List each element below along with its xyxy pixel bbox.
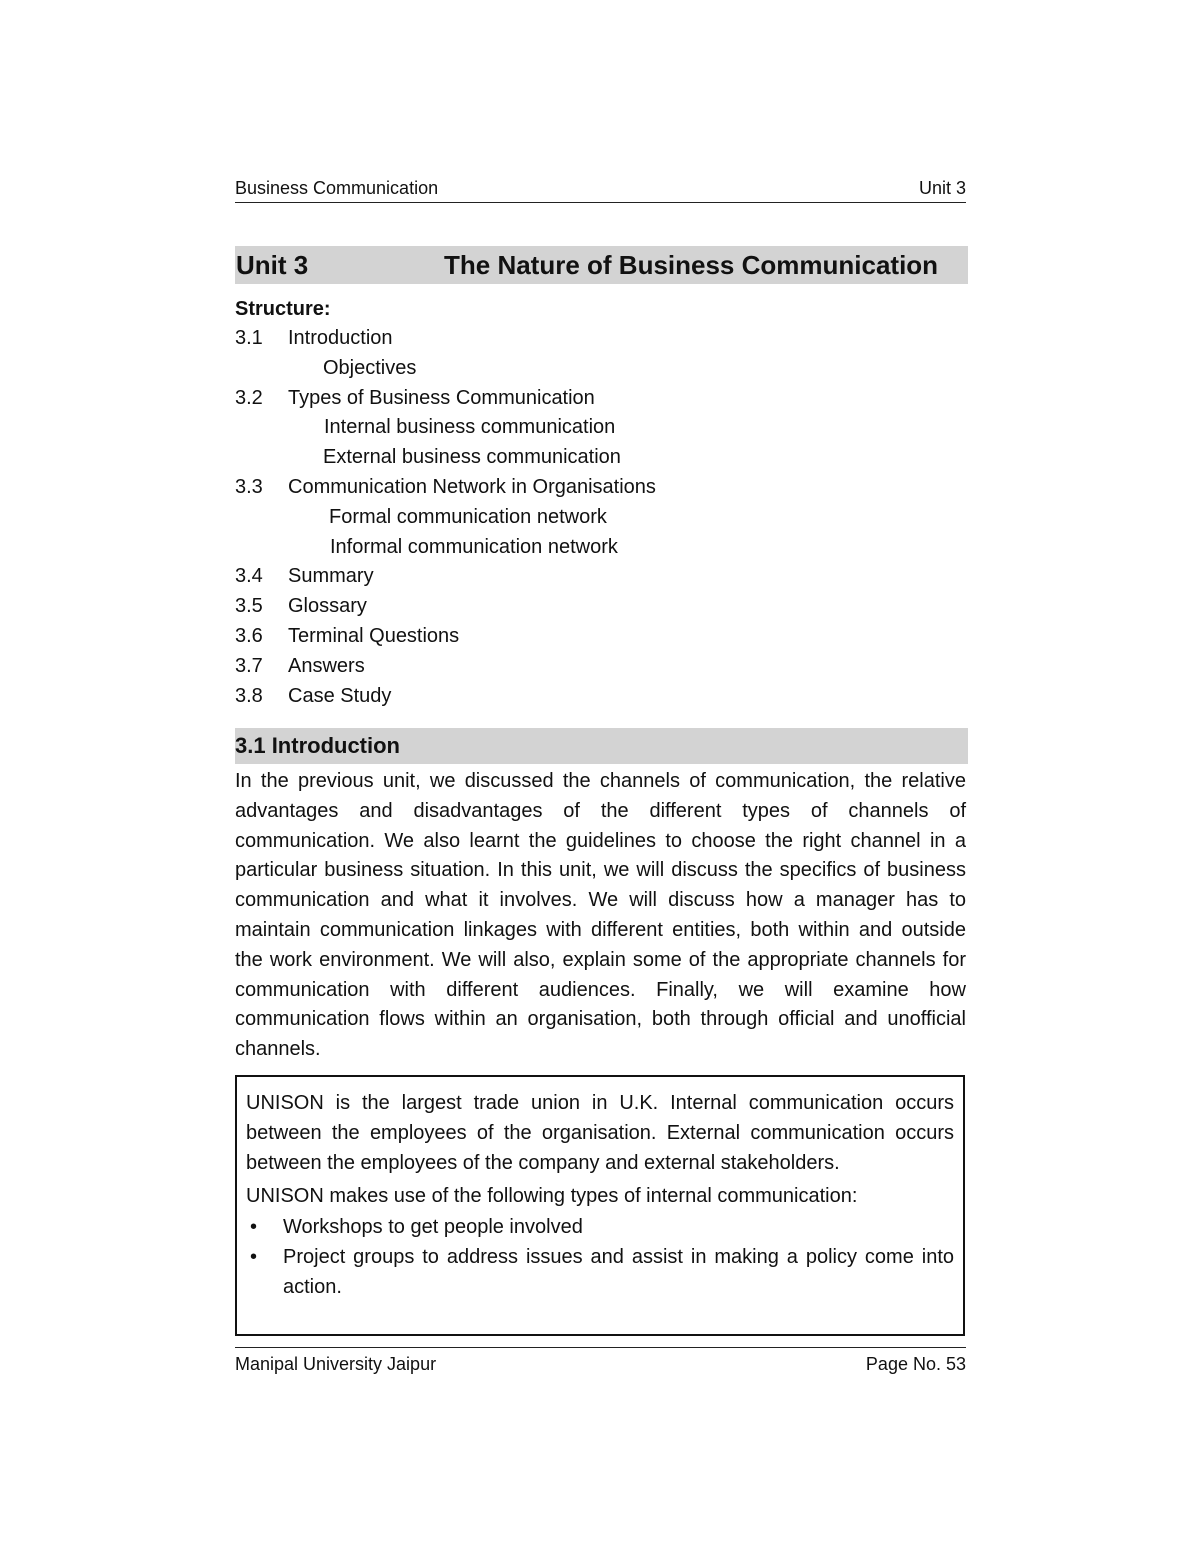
toc-subitem [235, 354, 968, 384]
toc-subitem [235, 443, 968, 473]
bullet-text: Project groups to address issues and assist in making a policy come into action. [283, 1246, 954, 1299]
toc-item [235, 622, 968, 652]
toc-number: 3.8 [235, 684, 263, 707]
case-paragraph: UNISON is the largest trade union in U.K. Internal communication occurs between the employees of the organisation. External communication occurs between the employees of the company and external stakeholders. [246, 1092, 954, 1174]
running-footer [235, 1347, 966, 1375]
toc-subtitle: Formal communication network [329, 505, 607, 528]
structure-label: Structure: [235, 298, 331, 320]
toc-number: 3.4 [235, 565, 263, 588]
toc-title: Answers [288, 654, 365, 677]
unit-number: Unit 3 [236, 249, 309, 280]
toc-subitem [235, 533, 968, 563]
toc-item [235, 562, 968, 592]
case-paragraph: UNISON makes use of the following types of internal communication: [246, 1185, 858, 1208]
bullet-icon: • [250, 1246, 258, 1269]
section-heading: 3.1 Introduction [235, 733, 400, 758]
toc-number: 3.5 [235, 595, 263, 618]
toc-item [235, 384, 968, 414]
toc-subitem [235, 413, 968, 443]
toc-number: 3.2 [235, 386, 263, 409]
toc-number: 3.6 [235, 624, 263, 647]
section-heading-banner [235, 728, 968, 764]
toc-subtitle: Informal communication network [330, 535, 618, 558]
unit-title-banner [235, 246, 968, 284]
toc-title: Introduction [288, 327, 393, 349]
toc-item [235, 324, 968, 354]
bullet-icon: • [250, 1216, 258, 1239]
case-box-content [246, 1089, 954, 1302]
toc-subtitle: External business communication [323, 446, 621, 469]
toc-title: Glossary [288, 595, 367, 618]
running-header [235, 178, 966, 203]
bullet-item [246, 1242, 954, 1302]
unit-title: The Nature of Business Communication [444, 249, 939, 280]
structure-list [235, 294, 968, 711]
introduction-paragraph: In the previous unit, we discussed the channels of communication, the relative advantages and disadvantages of the different types of channels of communication. We also learnt the guidelines to choose the right channel in a particular business situation. In this unit, we will discuss the specifics of business communication and what it involves. We will discuss how a manager has to maintain communication linkages with different entities, both within and outside the work environment. We will also, explain some of the appropriate channels for communication with different audiences. Finally, we will examine how communication flows within an organisation, both through official and unofficial channels. [235, 770, 966, 1061]
toc-item [235, 682, 968, 712]
toc-item [235, 652, 968, 682]
case-bullet-list [246, 1212, 954, 1302]
toc-number: 3.3 [235, 475, 263, 498]
toc-subtitle: Objectives [323, 356, 417, 379]
header-book-title: Business Communication [235, 178, 439, 198]
case-example-box [235, 1075, 965, 1336]
toc-subtitle: Internal business communication [324, 416, 616, 439]
toc-number: 3.1 [235, 327, 263, 349]
toc-item [235, 592, 968, 622]
toc-subitem [235, 503, 968, 533]
footer-institution: Manipal University Jaipur [235, 1354, 437, 1374]
toc-title: Case Study [288, 684, 392, 707]
toc-title: Communication Network in Organisations [288, 475, 656, 498]
toc-title: Summary [288, 565, 374, 588]
toc-number: 3.7 [235, 654, 263, 677]
header-unit-label: Unit 3 [918, 178, 966, 198]
toc-title: Terminal Questions [288, 624, 460, 647]
footer-page-number: Page No. 53 [865, 1354, 966, 1374]
toc-item [235, 473, 968, 503]
toc-title: Types of Business Communication [288, 386, 595, 409]
bullet-text: Workshops to get people involved [283, 1216, 583, 1239]
bullet-item [246, 1212, 954, 1242]
